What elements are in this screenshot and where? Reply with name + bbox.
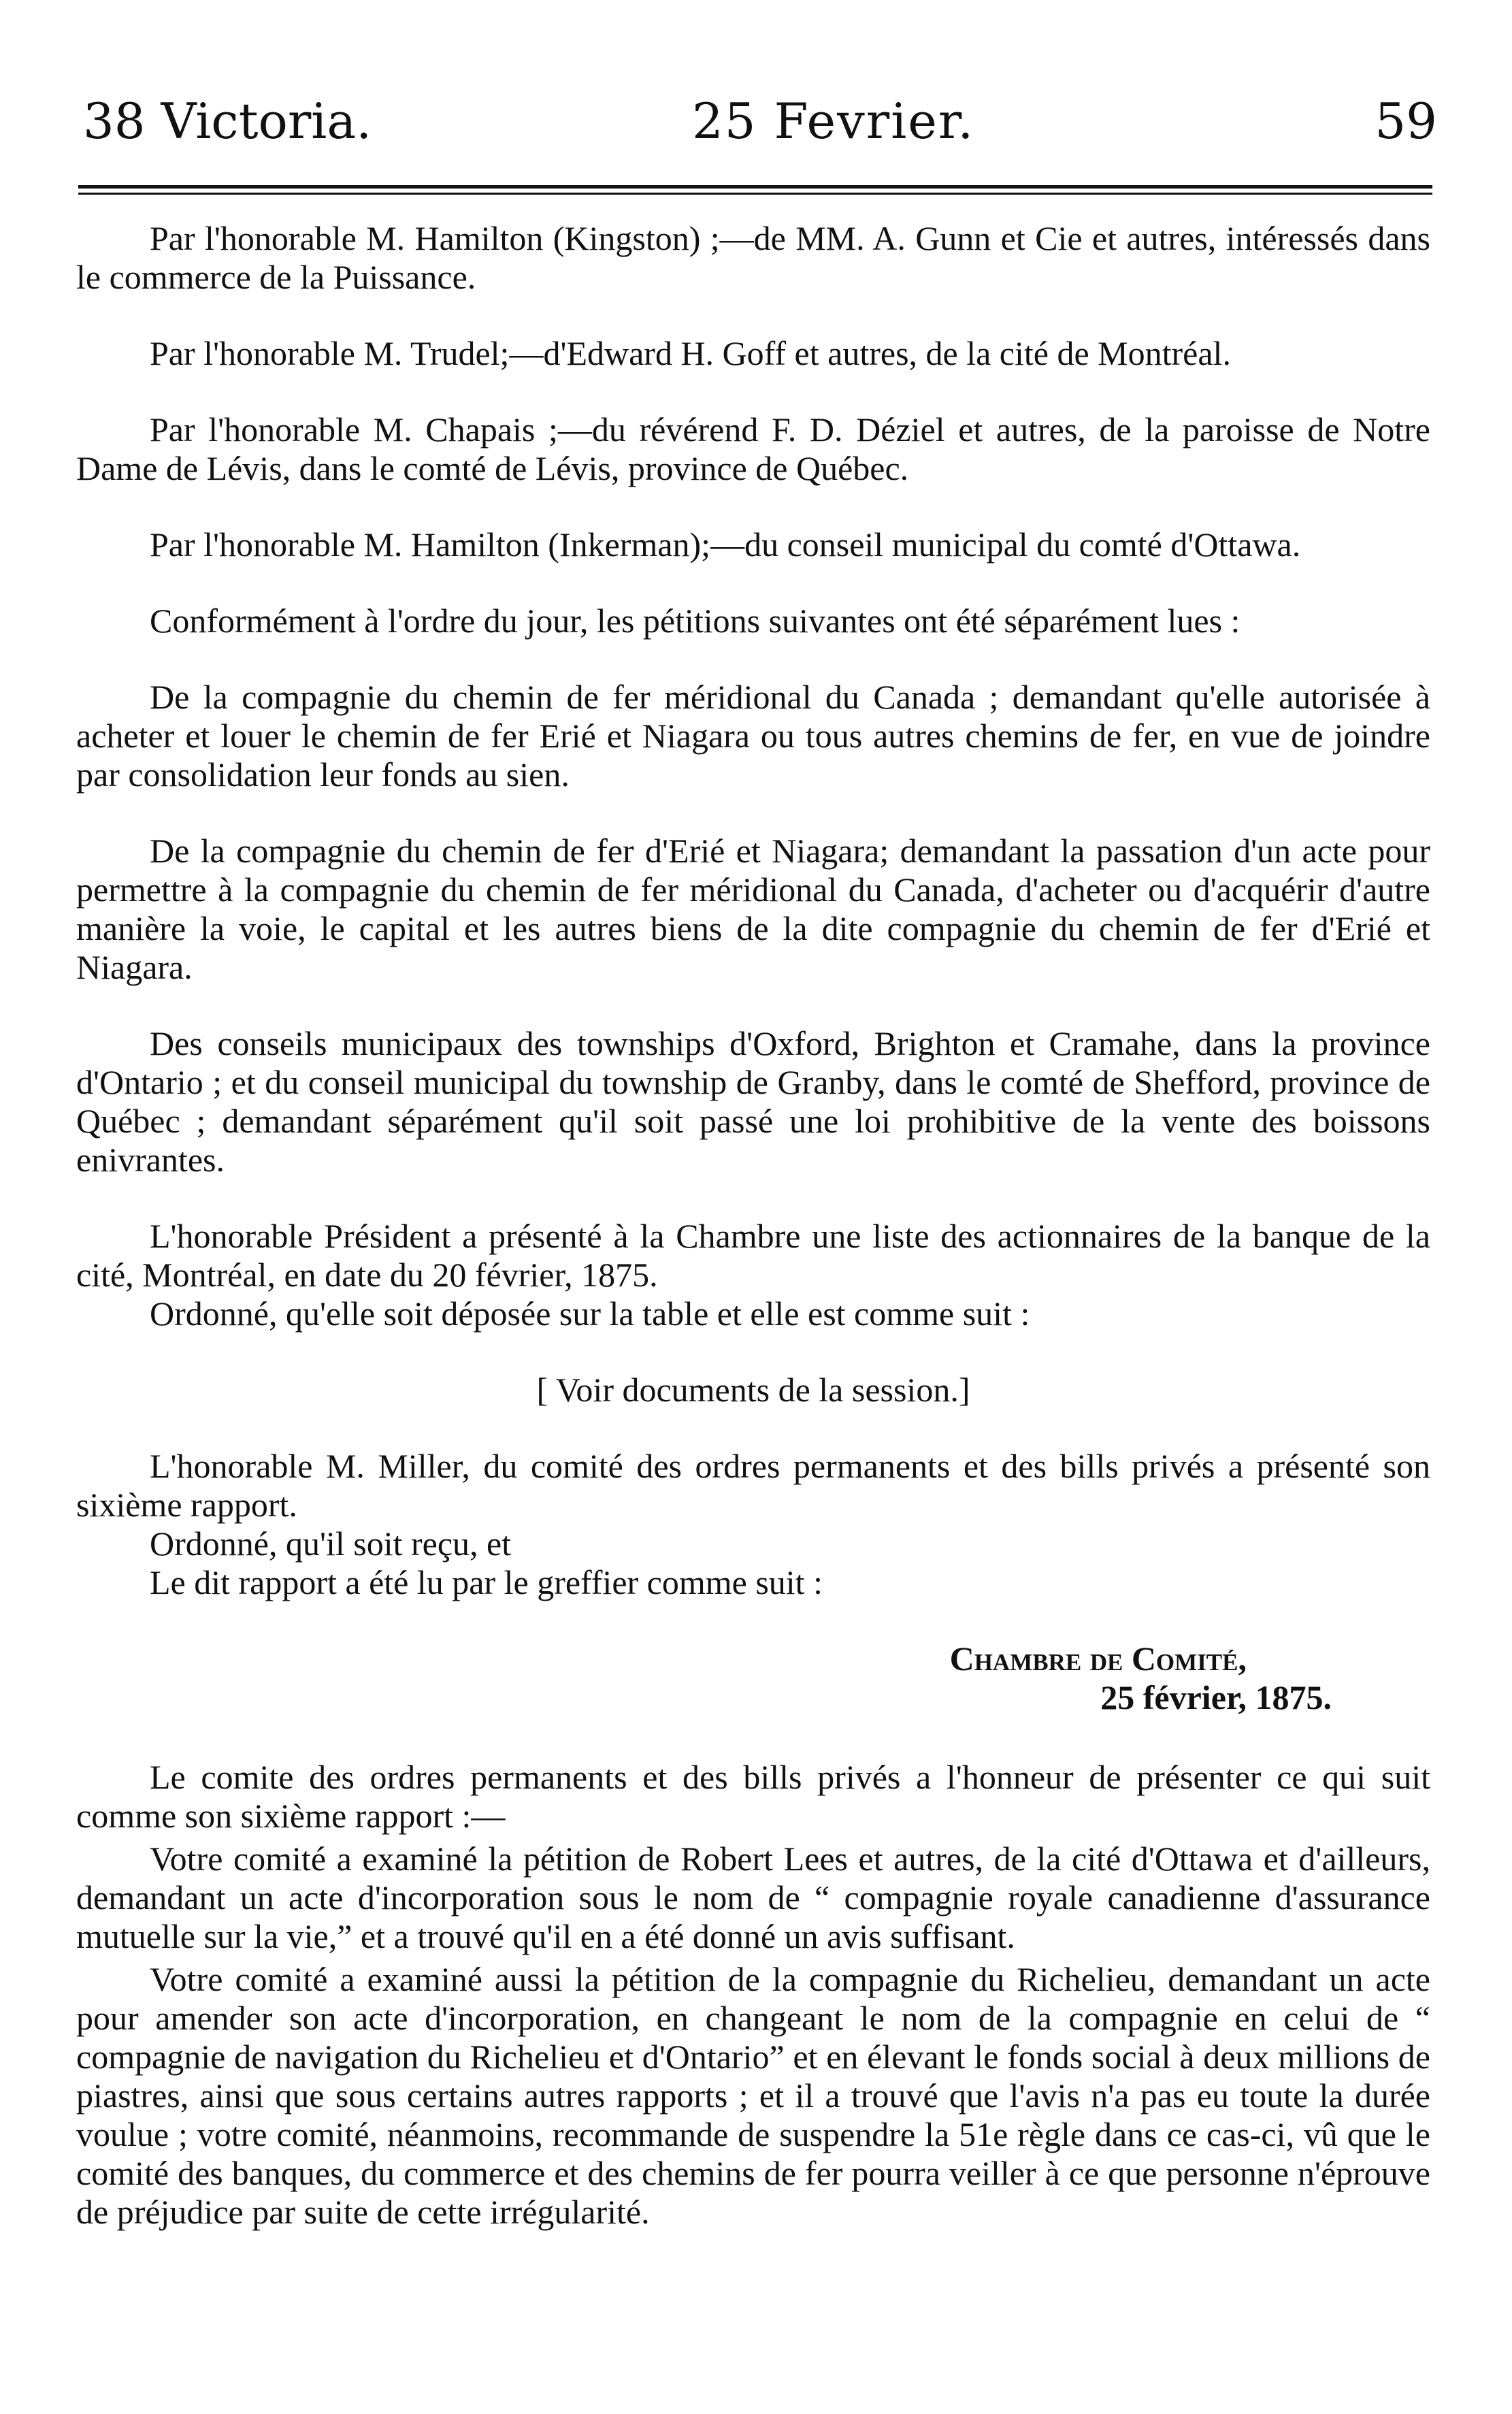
petition-hamilton-inkerman: Par l'honorable M. Hamilton (Inkerman);—du conseil municipal du comté d'Ottawa. bbox=[150, 525, 1301, 564]
committee-room: Chambre de Comité, bbox=[949, 1640, 1247, 1678]
order-deposit: Ordonné, qu'elle soit déposée sur la table et elle est comme suit : bbox=[150, 1294, 1030, 1333]
miller-report: L'honorable M. Miller, du comité des ordres permanents et des bills privés a présenté son sixième rapport. bbox=[76, 1447, 1430, 1524]
petition-hamilton-kingston: Par l'honorable M. Hamilton (Kingston) ;—de MM. A. Gunn et Cie et autres, intéressés dans le commerce de la Puissance. bbox=[76, 219, 1430, 296]
report-date: 25 février, 1875. bbox=[1100, 1678, 1332, 1716]
see-session-documents: [ Voir documents de la session.] bbox=[536, 1371, 970, 1409]
president-statement: L'honorable Président a présenté à la Chambre une liste des actionnaires de la banque de la cité, Montréal, en date du 20 février, 1875. bbox=[76, 1217, 1430, 1294]
petition-municipal-councils: Des conseils municipaux des townships d'Oxford, Brighton et Cramahe, dans la province d'Ontario ; et du conseil municipal du township de Granby, dans le comté de Shefford, province de Québec ; demandant séparément qu'il soit passé une loi prohibitive de la vente des boissons enivrantes. bbox=[76, 1024, 1430, 1179]
petition-trudel: Par l'honorable M. Trudel;—d'Edward H. Goff et autres, de la cité de Montréal. bbox=[150, 334, 1231, 372]
petition-canada-southern: De la compagnie du chemin de fer méridional du Canada ; demandant qu'elle autorisée à acheter et louer le chemin de fer Erié et Niagara ou tous autres chemins de fer, en vue de joindre par consolidation leur fonds au sien. bbox=[76, 678, 1430, 794]
header-date: 25 Fevrier. bbox=[692, 93, 975, 150]
report-richelieu-petition: Votre comité a examiné aussi la pétition de la compagnie du Richelieu, demandant un acte pour amender son acte d'incorporation, en changeant le nom de la compagnie en celui de “ compagnie de navigation du Richelieu et d'Ontario” et en élevant le fonds social à deux millions de piastres, ainsi que sous certains autres rapports ; et il a trouvé que l'avis n'a pas eu toute la durée voulue ; votre comité, néanmoins, recommande de suspendre la 51e règle dans ce cas-ci, vû que le comité des banques, du commerce et des chemins de fer pourra veiller à ce que personne n'éprouve de préjudice par suite de cette irrégularité. bbox=[76, 1960, 1430, 2231]
report-read: Le dit rapport a été lu par le greffier comme suit : bbox=[150, 1563, 823, 1601]
petition-chapais: Par l'honorable M. Chapais ;—du révérend F. D. Déziel et autres, de la paroisse de Notre Dame de Lévis, dans le comté de Lévis, province de Québec. bbox=[76, 410, 1430, 487]
page-number: 59 bbox=[1375, 93, 1437, 150]
header-session: 38 Victoria. bbox=[83, 93, 372, 150]
report-intro: Le comite des ordres permanents et des bills privés a l'honneur de présenter ce qui suit comme son sixième rapport :— bbox=[76, 1758, 1430, 1835]
order-of-day: Conformément à l'ordre du jour, les pétitions suivantes ont été séparément lues : bbox=[150, 602, 1240, 640]
petition-erie-niagara: De la compagnie du chemin de fer d'Erié et Niagara; demandant la passation d'un acte pour permettre à la compagnie du chemin de fer méridional du Canada, d'acheter ou d'acquérir d'autre manière la voie, le capital et les autres biens de la dite compagnie du chemin de fer d'Erié et Niagara. bbox=[76, 832, 1430, 986]
committee-signature bbox=[76, 1640, 1430, 1717]
header-rule bbox=[78, 185, 1432, 195]
report-lees-petition: Votre comité a examiné la pétition de Robert Lees et autres, de la cité d'Ottawa et d'ailleurs, demandant un acte d'incorporation sous le nom de “ compagnie royale canadienne d'assurance mutuelle sur la vie,” et a trouvé qu'il en a été donné un avis suffisant. bbox=[76, 1840, 1430, 1955]
document-body bbox=[76, 219, 1430, 2232]
page-header bbox=[83, 80, 1437, 162]
order-received: Ordonné, qu'il soit reçu, et bbox=[150, 1524, 512, 1563]
